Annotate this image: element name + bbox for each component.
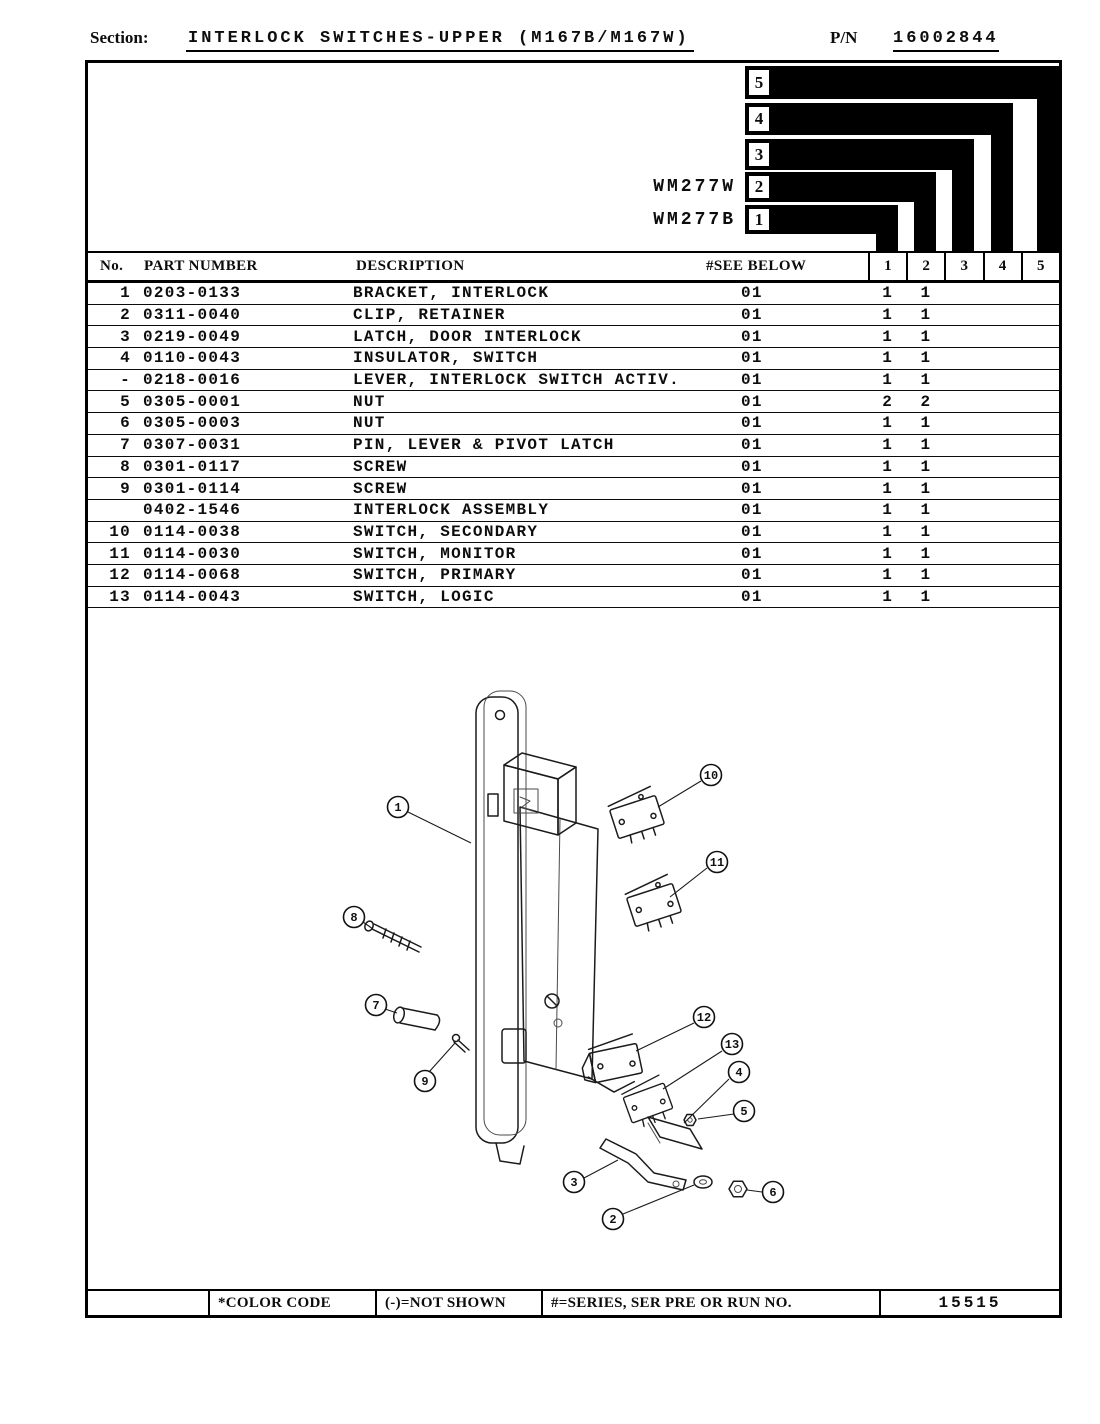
callout-12 bbox=[694, 1007, 715, 1028]
cell-no: 1 bbox=[120, 284, 131, 303]
cell-part-number: 0301-0117 bbox=[143, 457, 242, 476]
cell-no: 9 bbox=[120, 479, 131, 498]
cell-description: NUT bbox=[353, 392, 386, 411]
callout-3 bbox=[564, 1172, 585, 1193]
cell-qty-1: 1 bbox=[882, 349, 892, 368]
series-bar-2-stem bbox=[914, 202, 936, 251]
cell-part-number: 0311-0040 bbox=[143, 306, 242, 325]
cell-qty-2: 1 bbox=[920, 284, 931, 303]
cell-qty-2: 1 bbox=[920, 306, 931, 325]
cell-qty-1: 1 bbox=[882, 566, 892, 585]
cell-see-below: 01 bbox=[741, 371, 763, 390]
table-row bbox=[88, 478, 1059, 500]
series-bar-1 bbox=[745, 205, 898, 234]
header-qty-col-4: 4 bbox=[983, 253, 1021, 280]
svg-text:13: 13 bbox=[724, 1038, 740, 1052]
cell-description: SWITCH, SECONDARY bbox=[353, 522, 539, 541]
svg-text:3: 3 bbox=[570, 1176, 578, 1190]
cell-no: 4 bbox=[120, 349, 131, 368]
cell-part-number: 0301-0114 bbox=[143, 479, 242, 498]
cell-no: 10 bbox=[109, 522, 131, 541]
table-row bbox=[88, 326, 1059, 348]
table-row bbox=[88, 413, 1059, 435]
cell-no: 6 bbox=[120, 414, 131, 433]
table-row bbox=[88, 565, 1059, 587]
header-qty-col-2: 2 bbox=[906, 253, 944, 280]
cell-qty-2: 1 bbox=[920, 414, 931, 433]
cell-qty-1: 1 bbox=[882, 457, 892, 476]
cell-see-below: 01 bbox=[741, 349, 763, 368]
callout-11 bbox=[707, 852, 728, 873]
cell-part-number: 0218-0016 bbox=[143, 371, 242, 390]
clip-part bbox=[694, 1176, 712, 1188]
document-header bbox=[88, 24, 1062, 54]
cell-part-number: 0219-0049 bbox=[143, 327, 242, 346]
cell-description: BRACKET, INTERLOCK bbox=[353, 284, 550, 303]
cell-no: 8 bbox=[120, 457, 131, 476]
nut-6-part bbox=[729, 1181, 747, 1197]
series-bar-3 bbox=[745, 139, 974, 170]
table-row bbox=[88, 370, 1059, 392]
cell-qty-1: 2 bbox=[882, 392, 892, 411]
cell-qty-2: 1 bbox=[920, 327, 931, 346]
cell-qty-2: 1 bbox=[920, 479, 931, 498]
cell-description: LATCH, DOOR INTERLOCK bbox=[353, 327, 582, 346]
section-title: INTERLOCK SWITCHES-UPPER (M167B/M167W) bbox=[186, 29, 694, 52]
bracket-part bbox=[476, 691, 598, 1164]
cell-description: PIN, LEVER & PIVOT LATCH bbox=[353, 436, 615, 455]
cell-no: 7 bbox=[120, 436, 131, 455]
insulator-part bbox=[648, 1117, 702, 1149]
cell-no: 2 bbox=[120, 306, 131, 325]
part-number-value: 16002844 bbox=[893, 29, 999, 52]
cell-qty-2: 1 bbox=[920, 587, 931, 606]
cell-no: 5 bbox=[120, 392, 131, 411]
cell-qty-1: 1 bbox=[882, 327, 892, 346]
cell-qty-2: 1 bbox=[920, 349, 931, 368]
footer-color-code: *COLOR CODE bbox=[208, 1291, 375, 1315]
series-bar-5-number: 5 bbox=[747, 68, 771, 97]
cell-qty-2: 1 bbox=[920, 457, 931, 476]
series-bar-3-number: 3 bbox=[747, 141, 771, 168]
cell-description: SWITCH, PRIMARY bbox=[353, 566, 517, 585]
switch-monitor-part bbox=[623, 874, 683, 934]
cell-description: CLIP, RETAINER bbox=[353, 306, 506, 325]
svg-text:6: 6 bbox=[769, 1186, 777, 1200]
cell-qty-1: 1 bbox=[882, 284, 892, 303]
cell-see-below: 01 bbox=[741, 306, 763, 325]
callout-7 bbox=[366, 995, 387, 1016]
cell-qty-2: 1 bbox=[920, 501, 931, 520]
nut-5-part bbox=[684, 1115, 696, 1126]
svg-text:11: 11 bbox=[709, 856, 725, 870]
cell-qty-2: 2 bbox=[920, 392, 931, 411]
cell-part-number: 0114-0030 bbox=[143, 544, 242, 563]
cell-qty-2: 1 bbox=[920, 436, 931, 455]
table-row bbox=[88, 543, 1059, 565]
parts-table-body bbox=[88, 283, 1059, 608]
callout-5 bbox=[734, 1101, 755, 1122]
cell-description: INTERLOCK ASSEMBLY bbox=[353, 501, 550, 520]
callout-9 bbox=[415, 1071, 436, 1092]
series-bar-2 bbox=[745, 172, 936, 202]
cell-qty-2: 1 bbox=[920, 522, 931, 541]
svg-text:1: 1 bbox=[394, 801, 402, 815]
cell-part-number: 0114-0068 bbox=[143, 566, 242, 585]
cell-qty-1: 1 bbox=[882, 371, 892, 390]
table-row bbox=[88, 457, 1059, 479]
cell-see-below: 01 bbox=[741, 544, 763, 563]
series-bar-5-stem bbox=[1037, 99, 1059, 251]
callout-1 bbox=[388, 797, 409, 818]
svg-text:7: 7 bbox=[372, 999, 380, 1013]
cell-part-number: 0402-1546 bbox=[143, 501, 242, 520]
svg-text:4: 4 bbox=[735, 1066, 743, 1080]
cell-see-below: 01 bbox=[741, 457, 763, 476]
cell-description: SWITCH, MONITOR bbox=[353, 544, 517, 563]
table-row bbox=[88, 391, 1059, 413]
svg-text:2: 2 bbox=[609, 1213, 617, 1227]
series-bar-1-stem bbox=[876, 234, 898, 251]
cell-no: - bbox=[120, 371, 131, 390]
cell-see-below: 01 bbox=[741, 522, 763, 541]
series-bar-4-stem bbox=[991, 135, 1013, 251]
header-qty-col-5: 5 bbox=[1021, 253, 1059, 280]
cell-see-below: 01 bbox=[741, 566, 763, 585]
cell-qty-2: 1 bbox=[920, 566, 931, 585]
cell-no: 13 bbox=[109, 587, 131, 606]
cell-qty-1: 1 bbox=[882, 436, 892, 455]
svg-text:12: 12 bbox=[696, 1011, 712, 1025]
footer-series-note: #=SERIES, SER PRE OR RUN NO. bbox=[541, 1291, 879, 1315]
cell-qty-1: 1 bbox=[882, 414, 892, 433]
header-see-below: #SEE BELOW bbox=[706, 258, 807, 274]
series-bar-1-number: 1 bbox=[747, 207, 771, 232]
parts-table-header bbox=[88, 251, 1059, 283]
cell-description: INSULATOR, SWITCH bbox=[353, 349, 539, 368]
table-row bbox=[88, 435, 1059, 457]
cell-qty-1: 1 bbox=[882, 587, 892, 606]
cell-see-below: 01 bbox=[741, 436, 763, 455]
table-row bbox=[88, 305, 1059, 327]
cell-part-number: 0114-0038 bbox=[143, 522, 242, 541]
cell-qty-1: 1 bbox=[882, 522, 892, 541]
svg-text:8: 8 bbox=[350, 911, 358, 925]
screw-8-part bbox=[363, 920, 421, 952]
model-label-wm277w: WM277W bbox=[653, 177, 736, 197]
cell-description: NUT bbox=[353, 414, 386, 433]
callout-10 bbox=[701, 765, 722, 786]
svg-text:5: 5 bbox=[740, 1105, 748, 1119]
callout-13 bbox=[722, 1034, 743, 1055]
cell-description: LEVER, INTERLOCK SWITCH ACTIV. bbox=[353, 371, 681, 390]
switch-secondary-part bbox=[606, 786, 666, 846]
series-bar-5 bbox=[745, 66, 1059, 99]
svg-text:9: 9 bbox=[421, 1075, 429, 1089]
series-bar-4 bbox=[745, 103, 1013, 135]
table-row bbox=[88, 283, 1059, 305]
callout-2 bbox=[603, 1209, 624, 1230]
table-row bbox=[88, 348, 1059, 370]
footer-empty-cell bbox=[88, 1291, 208, 1315]
table-row bbox=[88, 500, 1059, 522]
cell-part-number: 0203-0133 bbox=[143, 284, 242, 303]
cell-see-below: 01 bbox=[741, 392, 763, 411]
cell-part-number: 0305-0003 bbox=[143, 414, 242, 433]
cell-part-number: 0307-0031 bbox=[143, 436, 242, 455]
cell-see-below: 01 bbox=[741, 327, 763, 346]
cell-qty-1: 1 bbox=[882, 479, 892, 498]
footer-not-shown: (-)=NOT SHOWN bbox=[375, 1291, 541, 1315]
cell-see-below: 01 bbox=[741, 479, 763, 498]
cell-see-below: 01 bbox=[741, 284, 763, 303]
part-number-label: P/N bbox=[830, 28, 858, 47]
table-row bbox=[88, 587, 1059, 609]
cell-part-number: 0114-0043 bbox=[143, 587, 242, 606]
callout-4 bbox=[729, 1062, 750, 1083]
cell-qty-2: 1 bbox=[920, 371, 931, 390]
footer-page-code: 15515 bbox=[879, 1291, 1059, 1315]
cell-no: 3 bbox=[120, 327, 131, 346]
cell-qty-1: 1 bbox=[882, 544, 892, 563]
header-no: No. bbox=[100, 258, 124, 274]
cell-part-number: 0110-0043 bbox=[143, 349, 242, 368]
cell-see-below: 01 bbox=[741, 501, 763, 520]
cell-no: 11 bbox=[109, 544, 131, 563]
latch-part bbox=[600, 1139, 686, 1190]
header-part-number: PART NUMBER bbox=[144, 258, 258, 274]
model-label-wm277b: WM277B bbox=[653, 210, 736, 230]
cell-description: SCREW bbox=[353, 457, 408, 476]
switch-logic-part bbox=[620, 1074, 675, 1129]
cell-description: SWITCH, LOGIC bbox=[353, 587, 495, 606]
header-description: DESCRIPTION bbox=[356, 258, 465, 274]
main-frame bbox=[85, 60, 1062, 1318]
pin-7-part bbox=[392, 1006, 439, 1030]
cell-see-below: 01 bbox=[741, 414, 763, 433]
cell-qty-2: 1 bbox=[920, 544, 931, 563]
header-qty-col-1: 1 bbox=[868, 253, 906, 280]
series-bar-3-stem bbox=[952, 170, 974, 251]
cell-part-number: 0305-0001 bbox=[143, 392, 242, 411]
cell-no: 12 bbox=[109, 566, 131, 585]
callout-6 bbox=[763, 1182, 784, 1203]
cell-see-below: 01 bbox=[741, 587, 763, 606]
series-bar-2-number: 2 bbox=[747, 174, 771, 200]
series-bar-4-number: 4 bbox=[747, 105, 771, 133]
cell-description: SCREW bbox=[353, 479, 408, 498]
table-row bbox=[88, 522, 1059, 544]
cell-qty-1: 1 bbox=[882, 501, 892, 520]
exploded-diagram bbox=[88, 611, 1059, 1271]
callout-8 bbox=[344, 907, 365, 928]
footer-legend bbox=[88, 1289, 1059, 1315]
section-label: Section: bbox=[90, 28, 149, 47]
cell-qty-1: 1 bbox=[882, 306, 892, 325]
svg-text:10: 10 bbox=[703, 769, 719, 783]
header-qty-col-3: 3 bbox=[944, 253, 982, 280]
